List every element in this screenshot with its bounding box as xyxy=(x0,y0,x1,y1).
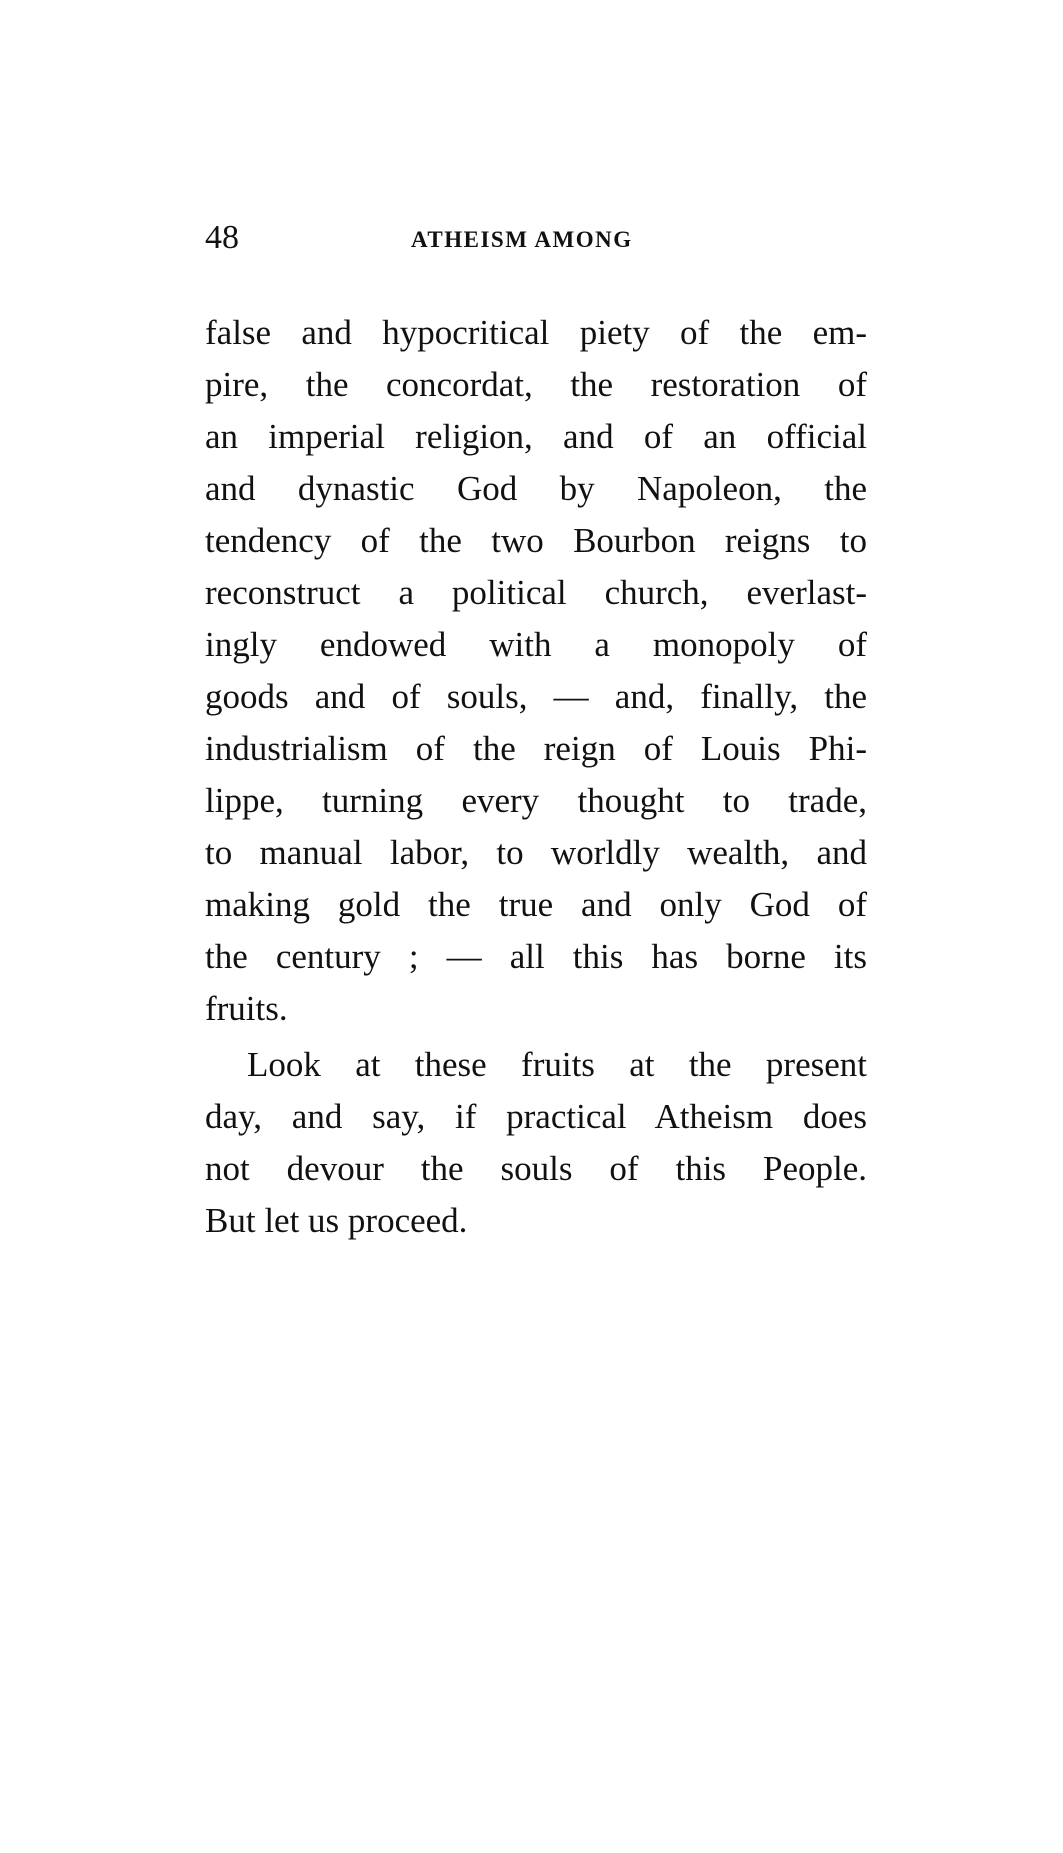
text-line: an imperial religion, and of an official xyxy=(205,417,867,456)
text-line: pire, the concordat, the restoration of xyxy=(205,365,867,404)
text-line: industrialism of the reign of Louis Phi- xyxy=(205,729,867,768)
text-line: Look at these fruits at the present xyxy=(247,1045,867,1084)
paragraph-1 xyxy=(205,307,867,1035)
text-line: not devour the souls of this People. xyxy=(205,1149,867,1188)
page-number: 48 xyxy=(205,219,239,256)
text-line: But let us proceed. xyxy=(205,1201,468,1240)
text-line: the century ; — all this has borne its xyxy=(205,937,867,976)
text-line: making gold the true and only God of xyxy=(205,885,867,924)
text-line: fruits. xyxy=(205,989,288,1028)
text-line: reconstruct a political church, everlast- xyxy=(205,573,867,612)
text-line: day, and say, if practical Atheism does xyxy=(205,1097,867,1136)
text-line: goods and of souls, — and, finally, the xyxy=(205,677,867,716)
paragraph-2 xyxy=(205,1039,867,1247)
page-header xyxy=(205,218,865,258)
text-line: to manual labor, to worldly wealth, and xyxy=(205,833,867,872)
text-line: and dynastic God by Napoleon, the xyxy=(205,469,867,508)
text-line: lippe, turning every thought to trade, xyxy=(205,781,867,820)
text-line: ingly endowed with a monopoly of xyxy=(205,625,867,664)
text-line: false and hypocritical piety of the em- xyxy=(205,313,867,352)
text-line: tendency of the two Bourbon reigns to xyxy=(205,521,867,560)
running-head: ATHEISM AMONG xyxy=(411,227,633,252)
body-text xyxy=(205,307,867,1247)
